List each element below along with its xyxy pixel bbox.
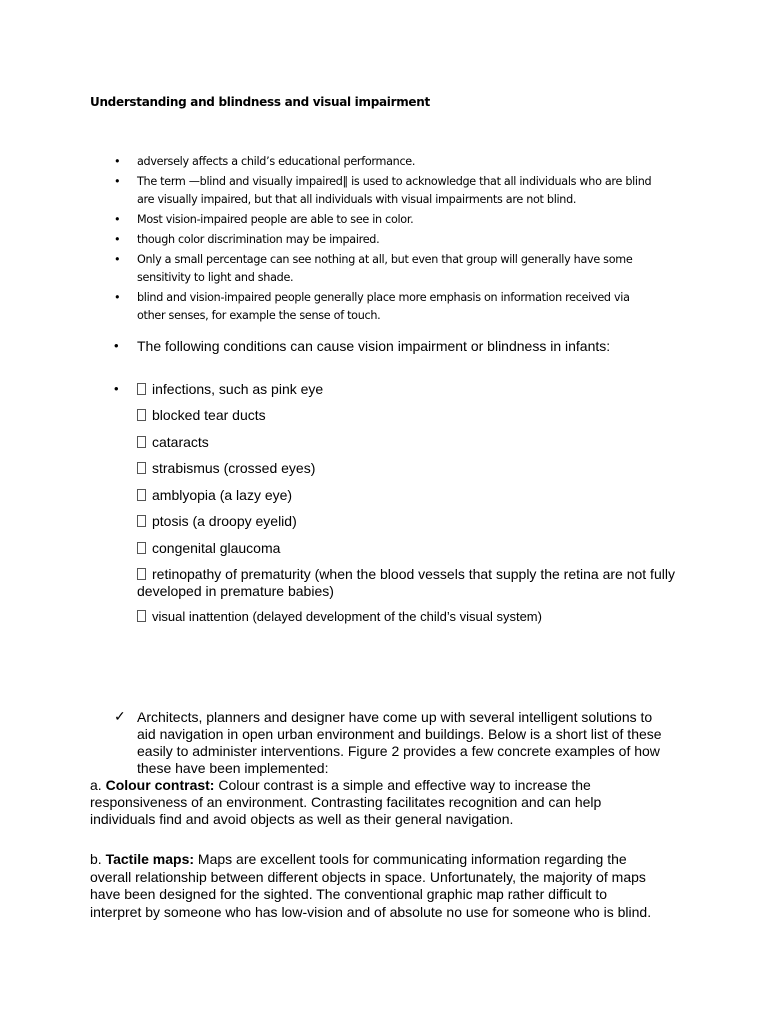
- conditions-intro: The following conditions can cause vision impairment or blindness in infants:: [137, 338, 611, 354]
- missing-glyph-icon: [137, 515, 146, 527]
- bullet-1: [114, 155, 120, 168]
- missing-glyph-icon: [137, 436, 146, 448]
- bullet-6: [114, 291, 120, 304]
- bullet-8: [114, 381, 119, 396]
- tactile-maps-line-3: have been designed for the sighted. The conventional graphic map rather difficult to: [90, 886, 608, 902]
- check-paragraph-line-2: aid navigation in open urban environment and buildings. Below is a short list of these: [137, 726, 662, 742]
- bullet-dot: •: [114, 155, 121, 168]
- bullet-5-text-line-2: sensitivity to light and shade.: [137, 271, 294, 284]
- missing-glyph-icon: [137, 383, 146, 395]
- missing-glyph-icon: [137, 610, 146, 622]
- colour-contrast-line-3: individuals find and avoid objects as well as their general navigation.: [90, 811, 514, 827]
- bullet-dot: •: [114, 253, 121, 266]
- condition-item-continued: developed in premature babies): [137, 583, 334, 599]
- bullet-3-text: Most vision-impaired people are able to see in color.: [137, 213, 414, 226]
- condition-item: cataracts: [137, 434, 209, 450]
- missing-glyph-icon: [137, 409, 146, 421]
- colour-contrast-line-2: responsiveness of an environment. Contrasting facilitates recognition and can help: [90, 794, 602, 810]
- bullet-1-text: adversely affects a child’s educational performance.: [137, 155, 416, 168]
- check-paragraph-line-3: easily to administer interventions. Figure 2 provides a few concrete examples of how: [137, 743, 660, 759]
- bullet-dot: •: [114, 213, 121, 226]
- bullet-2-text-line-1: The term —blind and visually impaired‖ is used to acknowledge that all individuals who are blind: [137, 175, 652, 188]
- page-title: Understanding and blindness and visual impairment: [90, 95, 430, 109]
- bullet-6-text-line-2: other senses, for example the sense of touch.: [137, 309, 381, 322]
- tactile-maps-line-2: overall relationship between different objects in space. Unfortunately, the majority of maps: [90, 869, 646, 885]
- missing-glyph-icon: [137, 568, 146, 580]
- condition-item: infections, such as pink eye: [137, 381, 323, 397]
- tactile-maps-line-1: b. Tactile maps: Maps are excellent tools for communicating information regarding the: [90, 851, 627, 867]
- missing-glyph-icon: [137, 489, 146, 501]
- bullet-dot: •: [114, 338, 119, 353]
- condition-item: visual inattention (delayed development of the child’s visual system): [137, 609, 542, 624]
- condition-item: blocked tear ducts: [137, 407, 266, 423]
- bullet-5: [114, 253, 120, 266]
- missing-glyph-icon: [137, 462, 146, 474]
- condition-item: congenital glaucoma: [137, 540, 280, 556]
- check-paragraph-line-4: these have been implemented:: [137, 760, 329, 776]
- check-icon: ✓: [114, 708, 126, 724]
- condition-item: amblyopia (a lazy eye): [137, 487, 292, 503]
- colour-contrast-line-1: a. Colour contrast: Colour contrast is a simple and effective way to increase the: [90, 777, 591, 793]
- bullet-dot: •: [114, 175, 121, 188]
- tactile-maps-line-4: interpret by someone who has low-vision and of absolute no use for someone who is blind.: [90, 904, 652, 920]
- condition-item: ptosis (a droopy eyelid): [137, 513, 297, 529]
- bullet-5-text-line-1: Only a small percentage can see nothing at all, but even that group will generally have some: [137, 253, 633, 266]
- bullet-4-text: though color discrimination may be impaired.: [137, 233, 380, 246]
- bullet-2: [114, 175, 120, 188]
- bullet-4: [114, 233, 120, 246]
- condition-item: retinopathy of prematurity (when the blood vessels that supply the retina are not fully: [137, 566, 675, 582]
- bullet-dot: •: [114, 233, 121, 246]
- check-paragraph-line-1: Architects, planners and designer have come up with several intelligent solutions to: [137, 709, 653, 725]
- bullet-6-text-line-1: blind and vision-impaired people generally place more emphasis on information received via: [137, 291, 630, 304]
- bullet-dot: •: [114, 291, 121, 304]
- missing-glyph-icon: [137, 542, 146, 554]
- bullet-3: [114, 213, 120, 226]
- bullet-2-text-line-2: are visually impaired, but that all individuals with visual impairments are not blind.: [137, 193, 577, 206]
- bullet-7: [114, 338, 119, 353]
- colour-contrast-heading: Colour contrast:: [105, 777, 215, 793]
- bullet-dot: •: [114, 381, 119, 396]
- tactile-maps-heading: Tactile maps:: [105, 851, 195, 867]
- condition-item: strabismus (crossed eyes): [137, 460, 315, 476]
